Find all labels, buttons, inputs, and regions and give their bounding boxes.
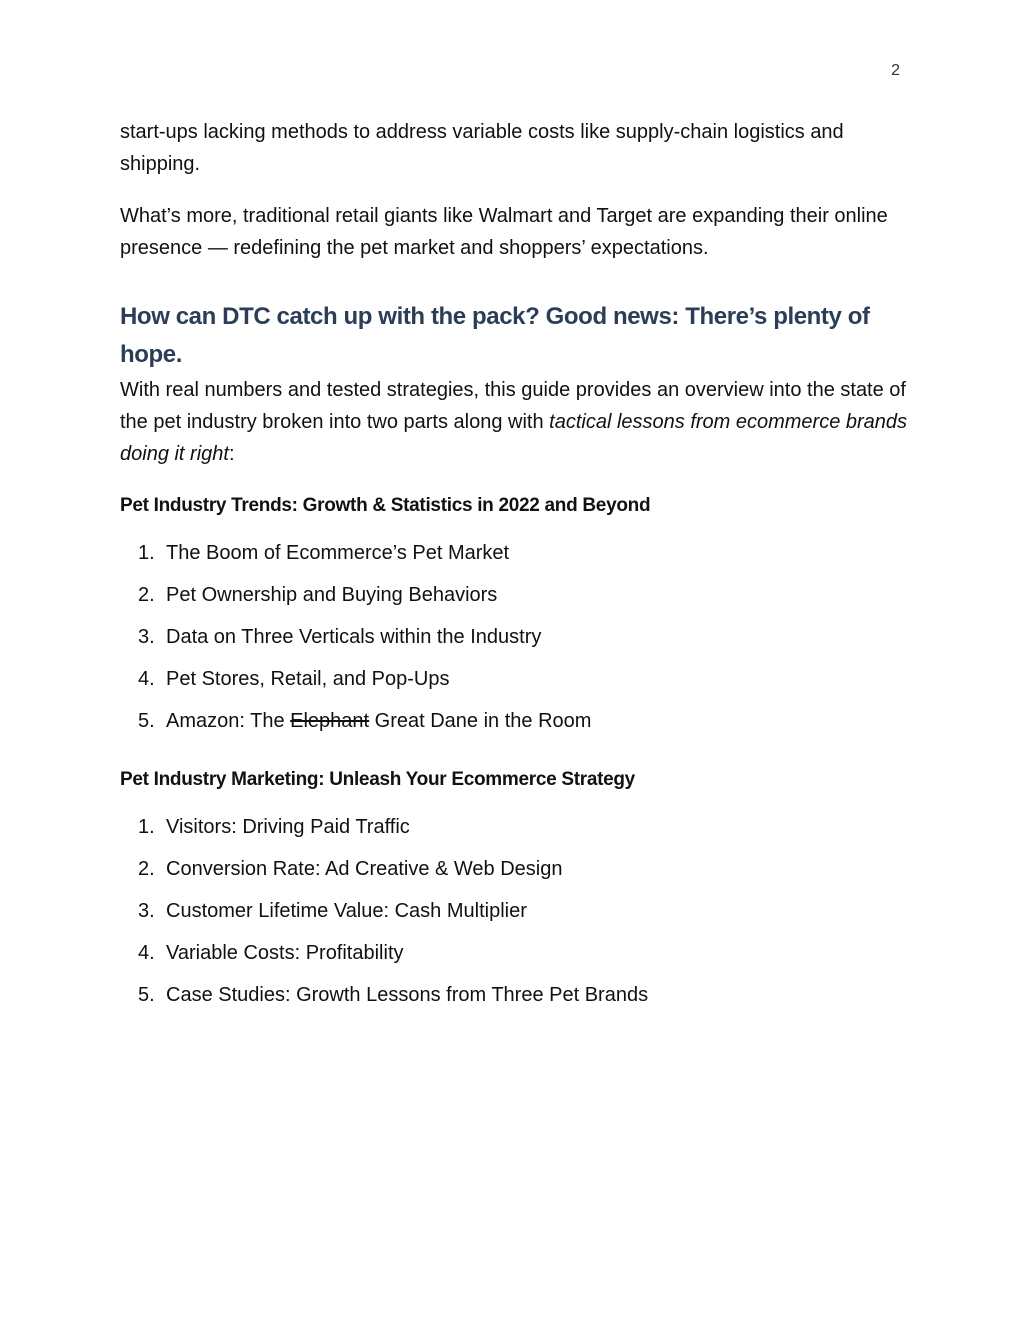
list-item-text: Conversion Rate: Ad Creative & Web Design — [166, 858, 563, 880]
section-heading: How can DTC catch up with the pack? Good news: There’s plenty of hope. — [120, 303, 870, 368]
list-number: 1. — [138, 816, 155, 838]
intro-lead: With real numbers and tested strategies, this guide provides an overview into the state of the pet industry broken into two parts along with — [120, 379, 906, 433]
list-item — [120, 622, 910, 652]
list-number: 2. — [138, 584, 155, 606]
intro-trail: : — [228, 443, 235, 465]
list-item-text: Data on Three Verticals within the Industry — [166, 626, 542, 648]
part-one-list — [120, 538, 910, 736]
list-number: 3. — [138, 626, 155, 648]
list-item-text: Pet Stores, Retail, and Pop-Ups — [166, 668, 450, 690]
list-item-prefix: Amazon: The — [166, 710, 291, 732]
list-item — [120, 938, 910, 968]
list-item-text: Case Studies: Growth Lessons from Three Pet Brands — [166, 984, 649, 1006]
list-item-text: Pet Ownership and Buying Behaviors — [166, 584, 498, 606]
list-item — [120, 580, 910, 610]
list-item — [120, 664, 910, 694]
list-item — [120, 538, 910, 568]
list-number: 3. — [138, 900, 155, 922]
list-item — [120, 706, 910, 736]
list-number: 4. — [138, 668, 155, 690]
part-one-title: Pet Industry Trends: Growth & Statistics in 2022 and Beyond — [120, 495, 651, 516]
struck-text: Elephant — [290, 710, 370, 732]
list-item-text: Variable Costs: Profitability — [166, 942, 404, 964]
part-two-list — [120, 812, 910, 1010]
list-item-text: Customer Lifetime Value: Cash Multiplier — [166, 900, 527, 922]
page-content — [120, 116, 910, 1022]
list-item-text: Visitors: Driving Paid Traffic — [166, 816, 410, 838]
list-item — [120, 980, 910, 1010]
list-item-suffix: Great Dane in the Room — [369, 710, 592, 732]
list-number: 1. — [138, 542, 155, 564]
list-item — [120, 896, 910, 926]
list-item — [120, 854, 910, 884]
list-item-text — [166, 706, 591, 736]
list-number: 4. — [138, 942, 155, 964]
intro-emphasis: tactical lessons from ecommerce brands doing it right — [120, 411, 908, 465]
list-item — [120, 812, 910, 842]
list-number: 2. — [138, 858, 155, 880]
page-number: 2 — [891, 62, 900, 79]
list-number: 5. — [138, 710, 155, 732]
paragraph-retail-giants: What’s more, traditional retail giants like Walmart and Target are expanding their online presence — redefining the pet market and shoppers’ expectations. — [120, 205, 888, 259]
intro-paragraph — [120, 374, 910, 470]
part-two-title: Pet Industry Marketing: Unleash Your Ecommerce Strategy — [120, 769, 635, 790]
paragraph-continuation: start-ups lacking methods to address variable costs like supply-chain logistics and shipping. — [120, 121, 844, 175]
list-number: 5. — [138, 984, 155, 1006]
list-item-text: The Boom of Ecommerce’s Pet Market — [166, 542, 510, 564]
